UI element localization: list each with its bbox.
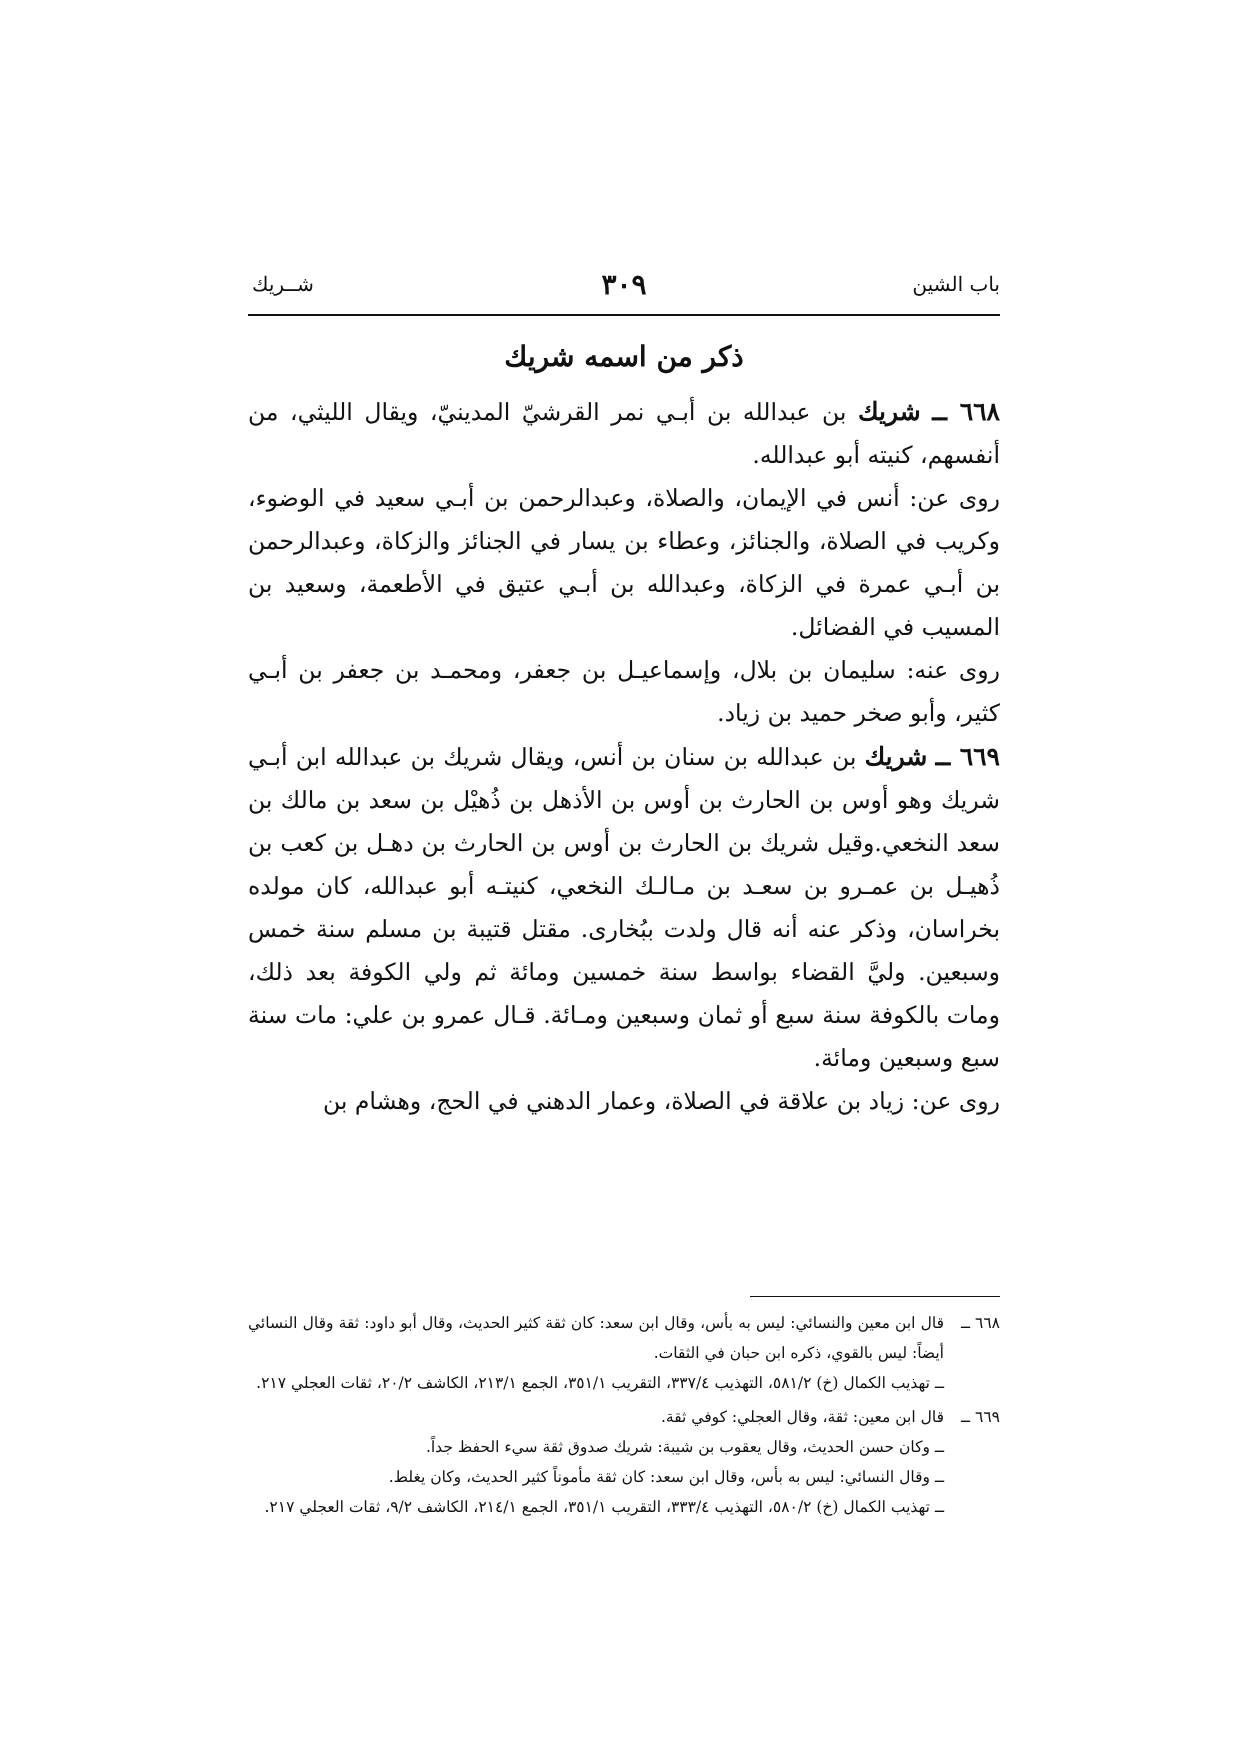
footnote-668 bbox=[248, 1308, 1000, 1398]
footnote-text: قال ابن معين والنسائي: ليس به بأس، وقال ابن سعد: كان ثقة كثير الحديث، وقال أبو داود: ثقة وقال النسائي أيضاً: ليس بالقوي، ذكره ابن حبان في الثقات. bbox=[248, 1314, 944, 1362]
entry-668-intro bbox=[248, 390, 1000, 477]
entry-text: بن عبدالله بن سنان بن أنس، ويقال شريك بن عبدالله ابن أبـي شريك وهو أوس بن الحارث بن أوس بن الأذهل بن ذُهيْل بن سعد بن مالك بن سعد النخعي.وقيل شريك بن الحارث بن أوس بن الحارث بن دهـل بن كعب بن ذُهيـل بن عمـرو بن سعـد بن مـالـك النخعي، كنيتـه أبو عبدالله، كان مولده بخراسان، وذكر عنه أنه قال ولدت ببُخارى. مقتل قتيبة بن مسلم سنة خمس وسبعين. وليَّ القضاء بواسط سنة خمسين ومائة ثم ولي الكوفة بعد ذلك، ومات بالكوفة سنة سبع أو ثمان وسبعين ومـائة. قـال عمرو بن علي: مات سنة سبع وسبعين ومائة. bbox=[248, 743, 1000, 1072]
page-number: ٣٠٩ bbox=[601, 268, 647, 301]
footnote-number: ٦٦٨ ــ bbox=[961, 1314, 1000, 1332]
running-head: شــريك bbox=[252, 272, 314, 296]
section-title: ذكر من اسمه شريك bbox=[504, 340, 744, 373]
footnote-number: ٦٦٩ ــ bbox=[961, 1408, 1000, 1426]
footnote-line: ــ وكان حسن الحديث، وقال يعقوب بن شيبة: شريك صدوق ثقة سيء الحفظ جداً. bbox=[425, 1438, 944, 1456]
book-page bbox=[248, 0, 1000, 1754]
entry-number: ٦٦٨ ــ bbox=[932, 397, 1000, 426]
entry-name: شريك bbox=[864, 742, 928, 771]
footnote-divider bbox=[750, 1296, 1000, 1297]
footnote-line: ــ وقال النسائي: ليس به بأس، وقال ابن سعد: كان ثقة مأموناً كثير الحديث، وكان يغلط. bbox=[388, 1468, 944, 1486]
footnotes bbox=[248, 1308, 1000, 1526]
entry-text: بن عبدالله بن أبـي نمر القرشيّ المدينيّ، ويقال الليثي، من أنفسهم، كنيته أبو عبدالله. bbox=[248, 398, 1000, 469]
footnote-line bbox=[248, 1308, 1000, 1368]
header-divider bbox=[248, 314, 1000, 316]
footnote-line bbox=[248, 1402, 1000, 1432]
entry-669-narrated-from: روى عن: زياد بن علاقة في الصلاة، وعمار الدهني في الحج، وهشام بن bbox=[322, 1087, 1000, 1115]
footnote-line: ــ تهذيب الكمال (خ) ٥٨٠/٢، التهذيب ٣٣٣/٤، التقريب ٣٥١/١، الجمع ٢١٤/١، الكاشف ٩/٢، ثقات العجلي ٢١٧. bbox=[264, 1498, 944, 1516]
entry-name: شريك bbox=[857, 397, 921, 426]
footnote-669 bbox=[248, 1402, 1000, 1522]
footnote-text: قال ابن معين: ثقة، وقال العجلي: كوفي ثقة. bbox=[660, 1408, 944, 1426]
entry-number: ٦٦٩ ــ bbox=[935, 742, 1000, 771]
footnote-line: ــ تهذيب الكمال (خ) ٥٨١/٢، التهذيب ٣٣٧/٤، التقريب ٣٥١/١، الجمع ٢١٣/١، الكاشف ٢٠/٢، ثقات العجلي ٢١٧. bbox=[256, 1374, 944, 1392]
page-header bbox=[248, 268, 1000, 312]
chapter-title: باب الشين bbox=[912, 272, 1000, 296]
entry-668-narrated-from: روى عن: أنس في الإيمان، والصلاة، وعبدالرحمن بن أبـي سعيد في الوضوء، وكريب في الصلاة، والجنائز، وعطاء بن يسار في الجنائز والزكاة، وعبدالرحمن بن أبـي عمرة في الزكاة، وعبدالله بن أبـي عتيق في الأطعمة، وسعيد بن المسيب في الفضائل. bbox=[248, 484, 1000, 641]
entry-669-intro bbox=[248, 735, 1000, 1080]
entry-668-narrators: روى عنه: سليمان بن بلال، وإسماعيـل بن جعفر، ومحمـد بن جعفر بن أبـي كثير، وأبو صخر حميد بن زياد. bbox=[248, 656, 1000, 727]
main-text bbox=[248, 390, 1000, 1123]
